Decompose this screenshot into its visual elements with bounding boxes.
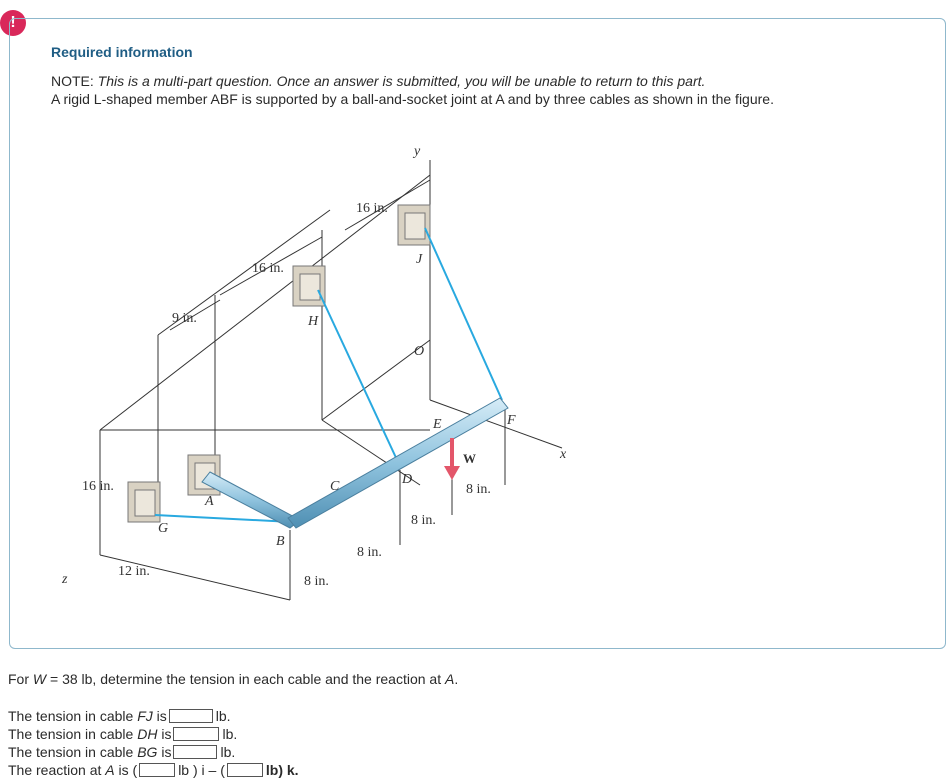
question-text [8,671,458,687]
bg-unit: lb. [220,744,236,760]
label-a: A [205,494,214,509]
answer-row-fj [8,707,231,725]
bg-is: is [161,744,172,760]
dim-8-b: 8 in. [357,545,382,560]
note-line [51,73,705,89]
note-prefix: NOTE: [51,73,94,89]
label-y: y [414,144,421,159]
question-point: A [445,671,455,687]
label-g: G [158,521,169,536]
reaction-is: is ( [118,762,138,778]
dh-tension-input[interactable] [173,727,219,741]
fj-unit: lb. [215,708,231,724]
dim-8-a: 8 in. [304,574,329,589]
reaction-k-label: lb) k. [265,762,299,778]
label-b: B [276,534,285,549]
reaction-i-label: lb ) i – ( [178,762,225,778]
note-text: This is a multi-part question. Once an answer is submitted, you will be unable to return to this part. [97,73,706,89]
dh-cable: DH [137,726,158,742]
dh-is: is [161,726,172,742]
label-j: J [416,252,423,267]
reaction-prefix: The reaction at [8,762,102,778]
question-rest: = 38 lb, determine the tension in each cable and the reaction at [50,671,442,687]
dim-8-c: 8 in. [411,513,436,528]
dim-16-top: 16 in. [356,201,388,216]
dh-prefix: The tension in cable [8,726,134,742]
label-h: H [308,314,319,329]
answer-row-reaction [8,761,299,779]
load-arrow-w [444,438,460,480]
question-end: . [454,671,459,687]
fj-tension-input[interactable] [169,709,213,723]
bg-tension-input[interactable] [173,745,217,759]
answer-row-dh [8,725,237,743]
fj-is: is [156,708,167,724]
label-x: x [560,447,567,462]
label-d: D [402,472,413,487]
answer-row-bg [8,743,235,761]
required-info-title: Required information [51,44,193,60]
label-w: W [463,451,476,466]
reaction-k-input[interactable] [227,763,263,777]
label-c: C [330,479,340,494]
dim-16-left: 16 in. [82,479,114,494]
dim-16-mid: 16 in. [252,261,284,276]
label-o: O [414,344,425,359]
l-member-figure [55,135,915,615]
problem-description: A rigid L-shaped member ABF is supported by a ball-and-socket joint at A and by three cables as shown in the figure. [51,91,774,107]
fj-cable: FJ [137,708,153,724]
bg-cable: BG [137,744,158,760]
dim-12: 12 in. [118,564,150,579]
label-e: E [433,417,442,432]
label-f: F [507,413,516,428]
reaction-i-input[interactable] [139,763,175,777]
dh-unit: lb. [222,726,238,742]
reaction-point: A [105,762,115,778]
fj-prefix: The tension in cable [8,708,134,724]
question-var-w: W [32,671,47,687]
dim-9: 9 in. [172,311,197,326]
alert-icon: ! [0,10,26,36]
dim-8-d: 8 in. [466,482,491,497]
question-prefix: For [8,671,29,687]
bg-prefix: The tension in cable [8,744,134,760]
label-z: z [62,572,68,587]
